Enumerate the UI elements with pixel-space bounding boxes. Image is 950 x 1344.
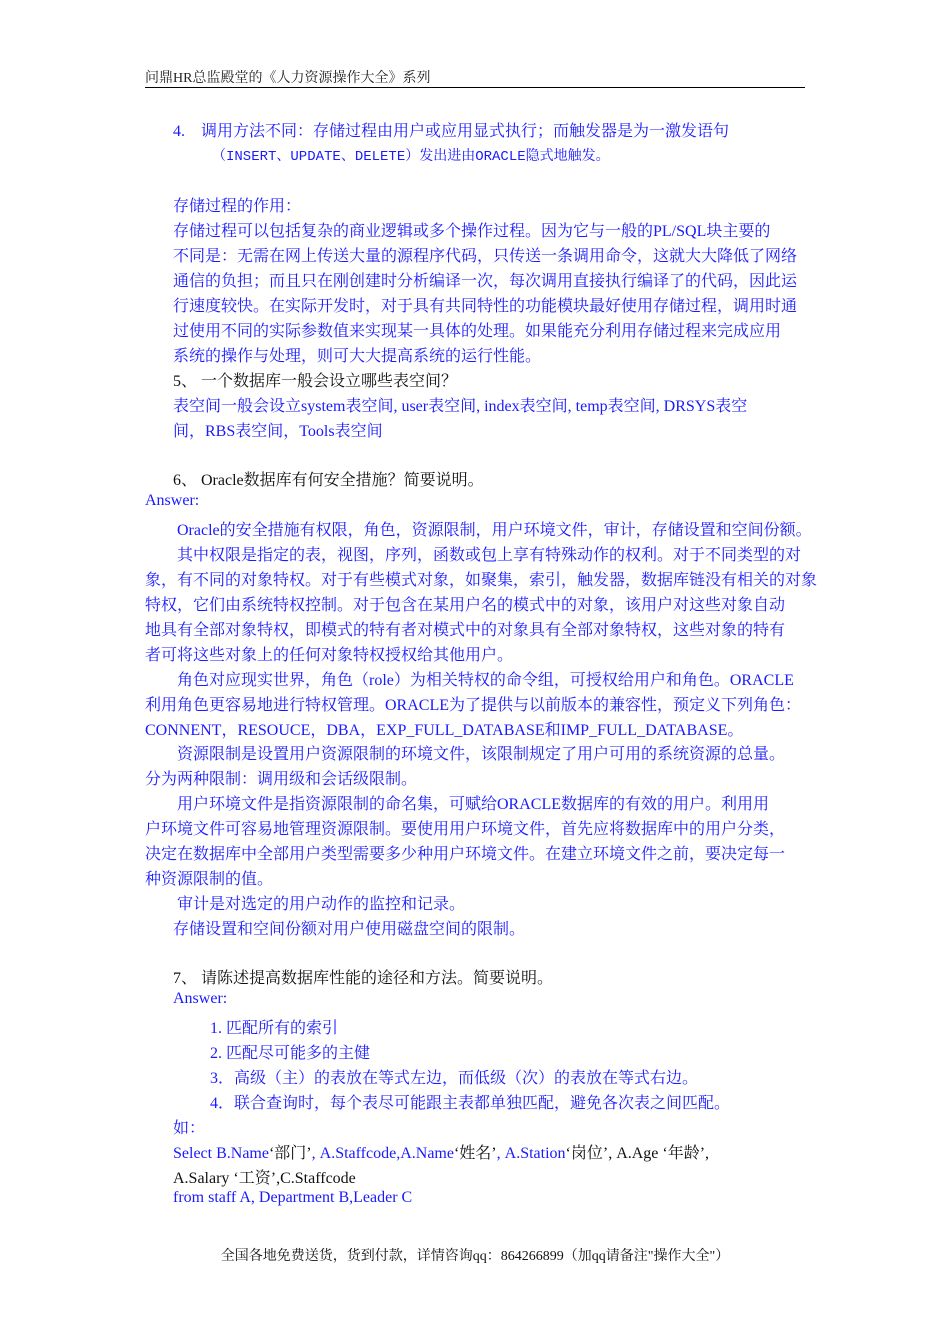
item4-line2: （INSERT、UPDATE、DELETE）发出进由ORACLE隐式地触发。: [212, 149, 610, 165]
q5-answer-line: 间，RBS表空间，Tools表空间: [173, 423, 383, 440]
sql-station: , A.Station: [496, 1145, 566, 1162]
q6-line: 角色对应现实世界，角色（role）为相关特权的命令组，可授权给用户和角色。ORACLE: [177, 672, 794, 689]
sql-line-3: from staff A, Department B,Leader C: [173, 1189, 413, 1206]
q7-item: 3．高级（主）的表放在等式左边，而低级（次）的表放在等式右边。: [210, 1070, 699, 1087]
sp-role-line: 通信的负担；而且只在刚创建时分析编译一次，每次调用直接执行编译了的代码，因此运: [173, 273, 798, 290]
q6-line: 用户环境文件是指资源限制的命名集，可赋给ORACLE数据库的有效的用户。利用用: [177, 796, 770, 813]
q6-line: 分为两种限制：调用级和会话级限制。: [145, 771, 418, 788]
sql-alias-name: ‘姓名’: [453, 1145, 497, 1162]
q6-line: Oracle的安全措施有权限，角色，资源限制，用户环境文件，审计，存储设置和空间份额。: [177, 522, 812, 539]
sp-role-line: 不同是：无需在网上传送大量的源程序代码，只传送一条调用命令，这就大大降低了网络: [173, 248, 798, 265]
page-footer: 全国各地免费送货，货到付款，详情咨询qq：864266899（加qq请备注"操作大全"）: [220, 1249, 730, 1264]
sp-role-line: 过使用不同的实际参数值来实现某一具体的处理。如果能充分利用存储过程来完成应用: [173, 323, 782, 340]
q6-line: 特权，它们由系统特权控制。对于包含在某用户名的模式中的对象，该用户对这些对象自动: [145, 597, 786, 614]
sql-line-2: A.Salary ‘工资’,C.Staffcode: [173, 1170, 356, 1187]
q5-answer-line: 表空间一般会设立system表空间, user表空间, index表空间, temp表空间, DRSYS表空: [173, 398, 748, 415]
q7-item: 2. 匹配尽可能多的主健: [210, 1045, 371, 1062]
q6-line: CONNENT，RESOUCE，DBA，EXP_FULL_DATABASE和IMP_FULL_DATABASE。: [145, 722, 744, 739]
q6-line: 象，有不同的对象特权。对于有些模式对象，如聚集，索引，触发器，数据库链没有相关的对象: [145, 572, 818, 589]
q7-item: 1. 匹配所有的索引: [210, 1020, 339, 1037]
q6-line: 利用角色更容易地进行特权管理。ORACLE为了提供与以前版本的兼容性，预定义下列角色：: [145, 697, 802, 714]
q6-question: 6、 Oracle数据库有何安全措施？简要说明。: [173, 472, 484, 489]
q6-line: 户环境文件可容易地管理资源限制。要使用用户环境文件，首先应将数据库中的用户分类，: [145, 821, 786, 838]
header-rule: [145, 87, 805, 88]
page-header-title: 问鼎HR总监殿堂的《人力资源操作大全》系列: [145, 71, 431, 86]
q7-item: 4．联合查询时，每个表尽可能跟主表都单独匹配，避免各次表之间匹配。: [210, 1095, 731, 1112]
q7-example-label: 如：: [173, 1120, 206, 1137]
q6-line: 地具有全部对象特权，即模式的特有者对模式中的对象具有全部对象特权，这些对象的特有: [145, 622, 786, 639]
q7-question: 7、 请陈述提高数据库性能的途径和方法。简要说明。: [173, 970, 554, 987]
sql-line-1: [173, 1140, 709, 1163]
sp-role-line: 行速度较快。在实际开发时，对于具有共同特性的功能模块最好使用存储过程，调用时通: [173, 298, 798, 315]
q6-line: 资源限制是设置用户资源限制的环境文件，该限制规定了用户可用的系统资源的总量。: [177, 746, 786, 763]
sp-role-line: 系统的操作与处理，则可大大提高系统的运行性能。: [173, 348, 542, 365]
q6-line: 审计是对选定的用户动作的监控和记录。: [177, 896, 466, 913]
sp-role-line: 存储过程可以包括复杂的商业逻辑或多个操作过程。因为它与一般的PL/SQL块主要的: [173, 223, 771, 240]
q7-answer-label: Answer:: [173, 990, 228, 1007]
q6-line: 决定在数据库中全部用户类型需要多少种用户环境文件。在建立环境文件之前，要决定每一: [145, 846, 786, 863]
item4-line1: 4. 调用方法不同：存储过程由用户或应用显式执行；而触发器是为一激发语句: [173, 123, 730, 140]
q6-line: 种资源限制的值。: [145, 871, 274, 888]
sql-alias-rest: ‘岗位’, A.Age ‘年龄’,: [565, 1145, 710, 1162]
sql-select: Select B.Name: [173, 1145, 269, 1162]
q6-line: 者可将这些对象上的任何对象特权授权给其他用户。: [145, 647, 514, 664]
sql-alias-dept: ‘部门’: [268, 1145, 312, 1162]
q6-line: 其中权限是指定的表，视图，序列，函数或包上享有特殊动作的权利。对于不同类型的对: [177, 547, 802, 564]
q6-line: 存储设置和空间份额对用户使用磁盘空间的限制。: [173, 921, 526, 938]
sp-role-heading: 存储过程的作用：: [173, 198, 302, 215]
q6-answer-label: Answer:: [145, 492, 200, 509]
q5-question: 5、 一个数据库一般会设立哪些表空间？: [173, 373, 458, 390]
sql-cols: , A.Staffcode,A.Name: [311, 1145, 454, 1162]
